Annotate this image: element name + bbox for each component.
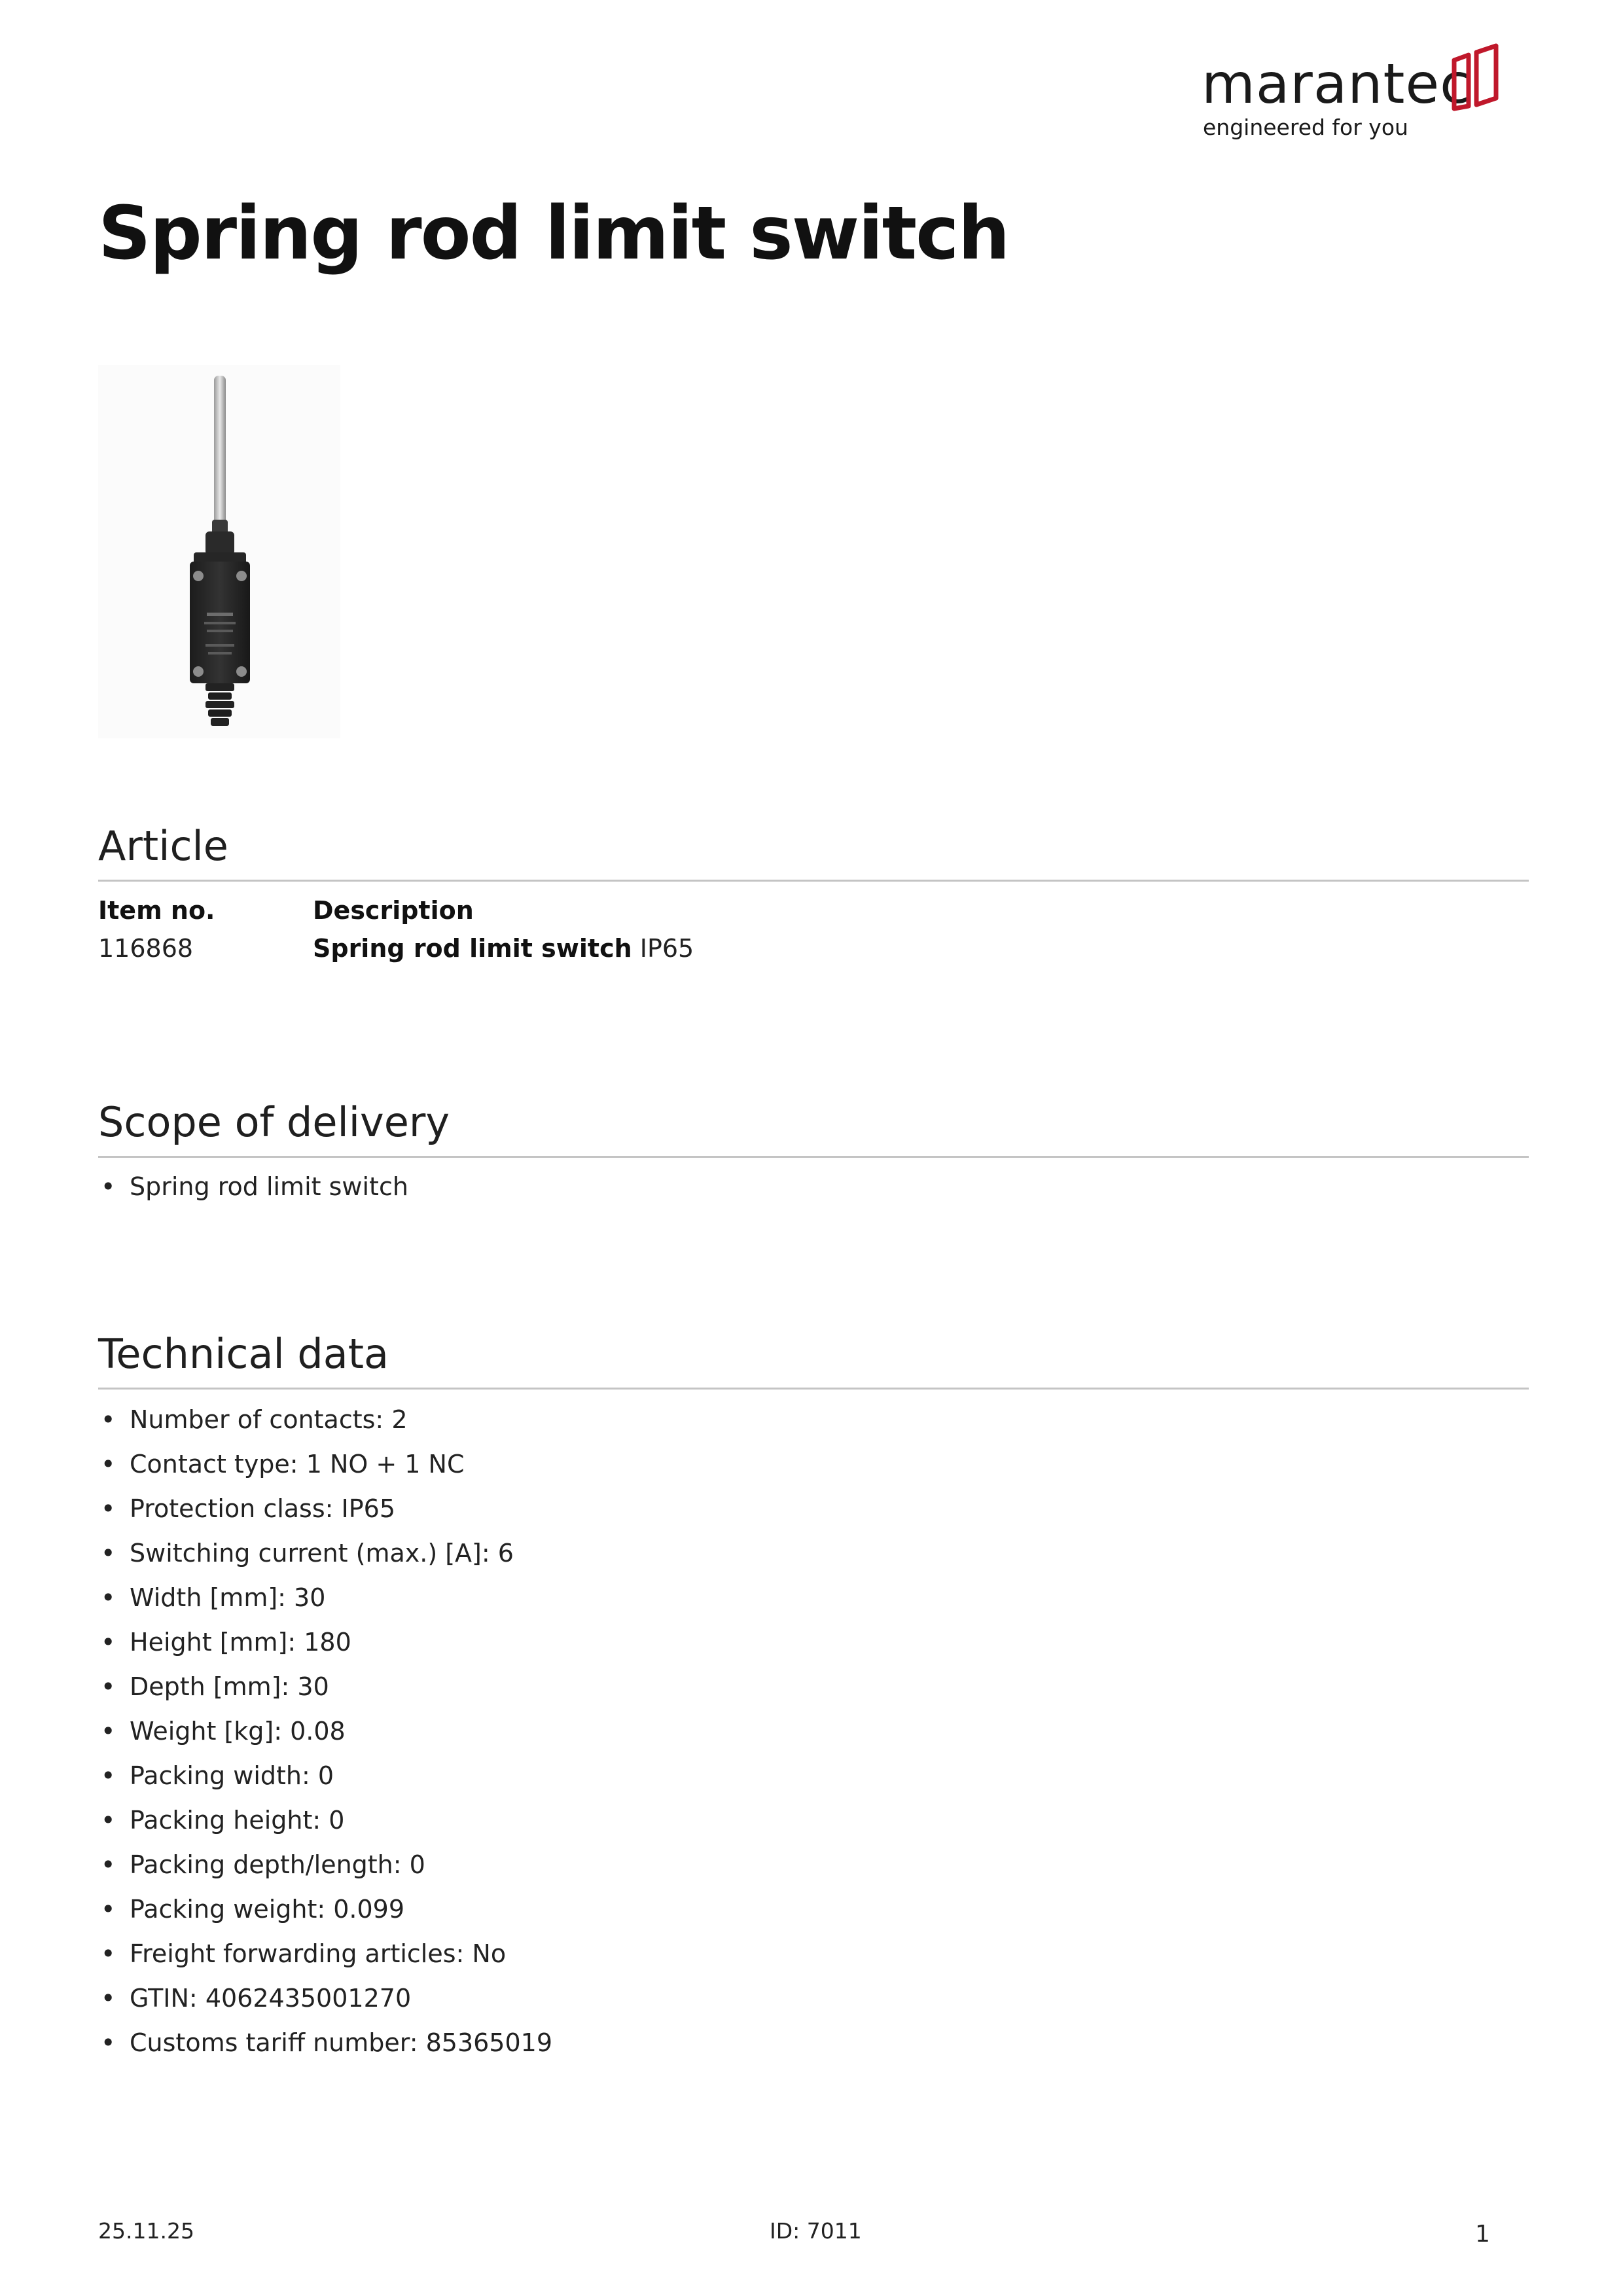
- item-no-value: 116868: [98, 934, 194, 963]
- list-item: • GTIN: 4062435001270: [98, 1986, 552, 2030]
- item-no-header: Item no.: [98, 896, 215, 925]
- list-item: • Height [mm]: 180: [98, 1630, 552, 1674]
- description-value: [313, 936, 694, 961]
- technical-list: [98, 1407, 552, 2075]
- footer-id: ID: 7011: [770, 2218, 862, 2244]
- list-item: • Packing width: 0: [98, 1763, 552, 1808]
- article-heading: Article: [98, 822, 228, 870]
- list-item: • Weight [kg]: 0.08: [98, 1719, 552, 1763]
- scope-heading: Scope of delivery: [98, 1098, 450, 1146]
- list-item: • Packing weight: 0.099: [98, 1897, 552, 1941]
- brand-logo: [1202, 42, 1503, 147]
- list-item: • Width [mm]: 30: [98, 1585, 552, 1630]
- list-item: • Packing height: 0: [98, 1808, 552, 1852]
- description-name: Spring rod limit switch: [313, 934, 632, 963]
- product-image: [98, 365, 340, 738]
- brand-name: marantec: [1202, 52, 1471, 116]
- list-item: • Number of contacts: 2: [98, 1407, 552, 1452]
- marantec-mark-icon: [1450, 43, 1500, 111]
- list-item: • Protection class: IP65: [98, 1496, 552, 1541]
- footer-page-number: 1: [1475, 2221, 1490, 2248]
- list-item: • Depth [mm]: 30: [98, 1674, 552, 1719]
- technical-divider: [98, 1388, 1529, 1390]
- page-title: Spring rod limit switch: [98, 191, 1009, 276]
- article-divider: [98, 880, 1529, 882]
- description-suffix: IP65: [632, 934, 694, 963]
- list-item: • Switching current (max.) [A]: 6: [98, 1541, 552, 1585]
- technical-heading: Technical data: [98, 1330, 389, 1378]
- brand-tagline: engineered for you: [1203, 115, 1408, 140]
- list-item: • Contact type: 1 NO + 1 NC: [98, 1452, 552, 1496]
- list-item: • Customs tariff number: 85365019: [98, 2030, 552, 2075]
- scope-divider: [98, 1156, 1529, 1158]
- scope-list: [98, 1174, 408, 1219]
- list-item: • Freight forwarding articles: No: [98, 1941, 552, 1986]
- list-item: • Spring rod limit switch: [98, 1174, 408, 1219]
- description-header: Description: [313, 896, 474, 925]
- list-item: • Packing depth/length: 0: [98, 1852, 552, 1897]
- spring-rod-limit-switch-photo-icon: [98, 365, 340, 738]
- footer-date: 25.11.25: [98, 2218, 194, 2244]
